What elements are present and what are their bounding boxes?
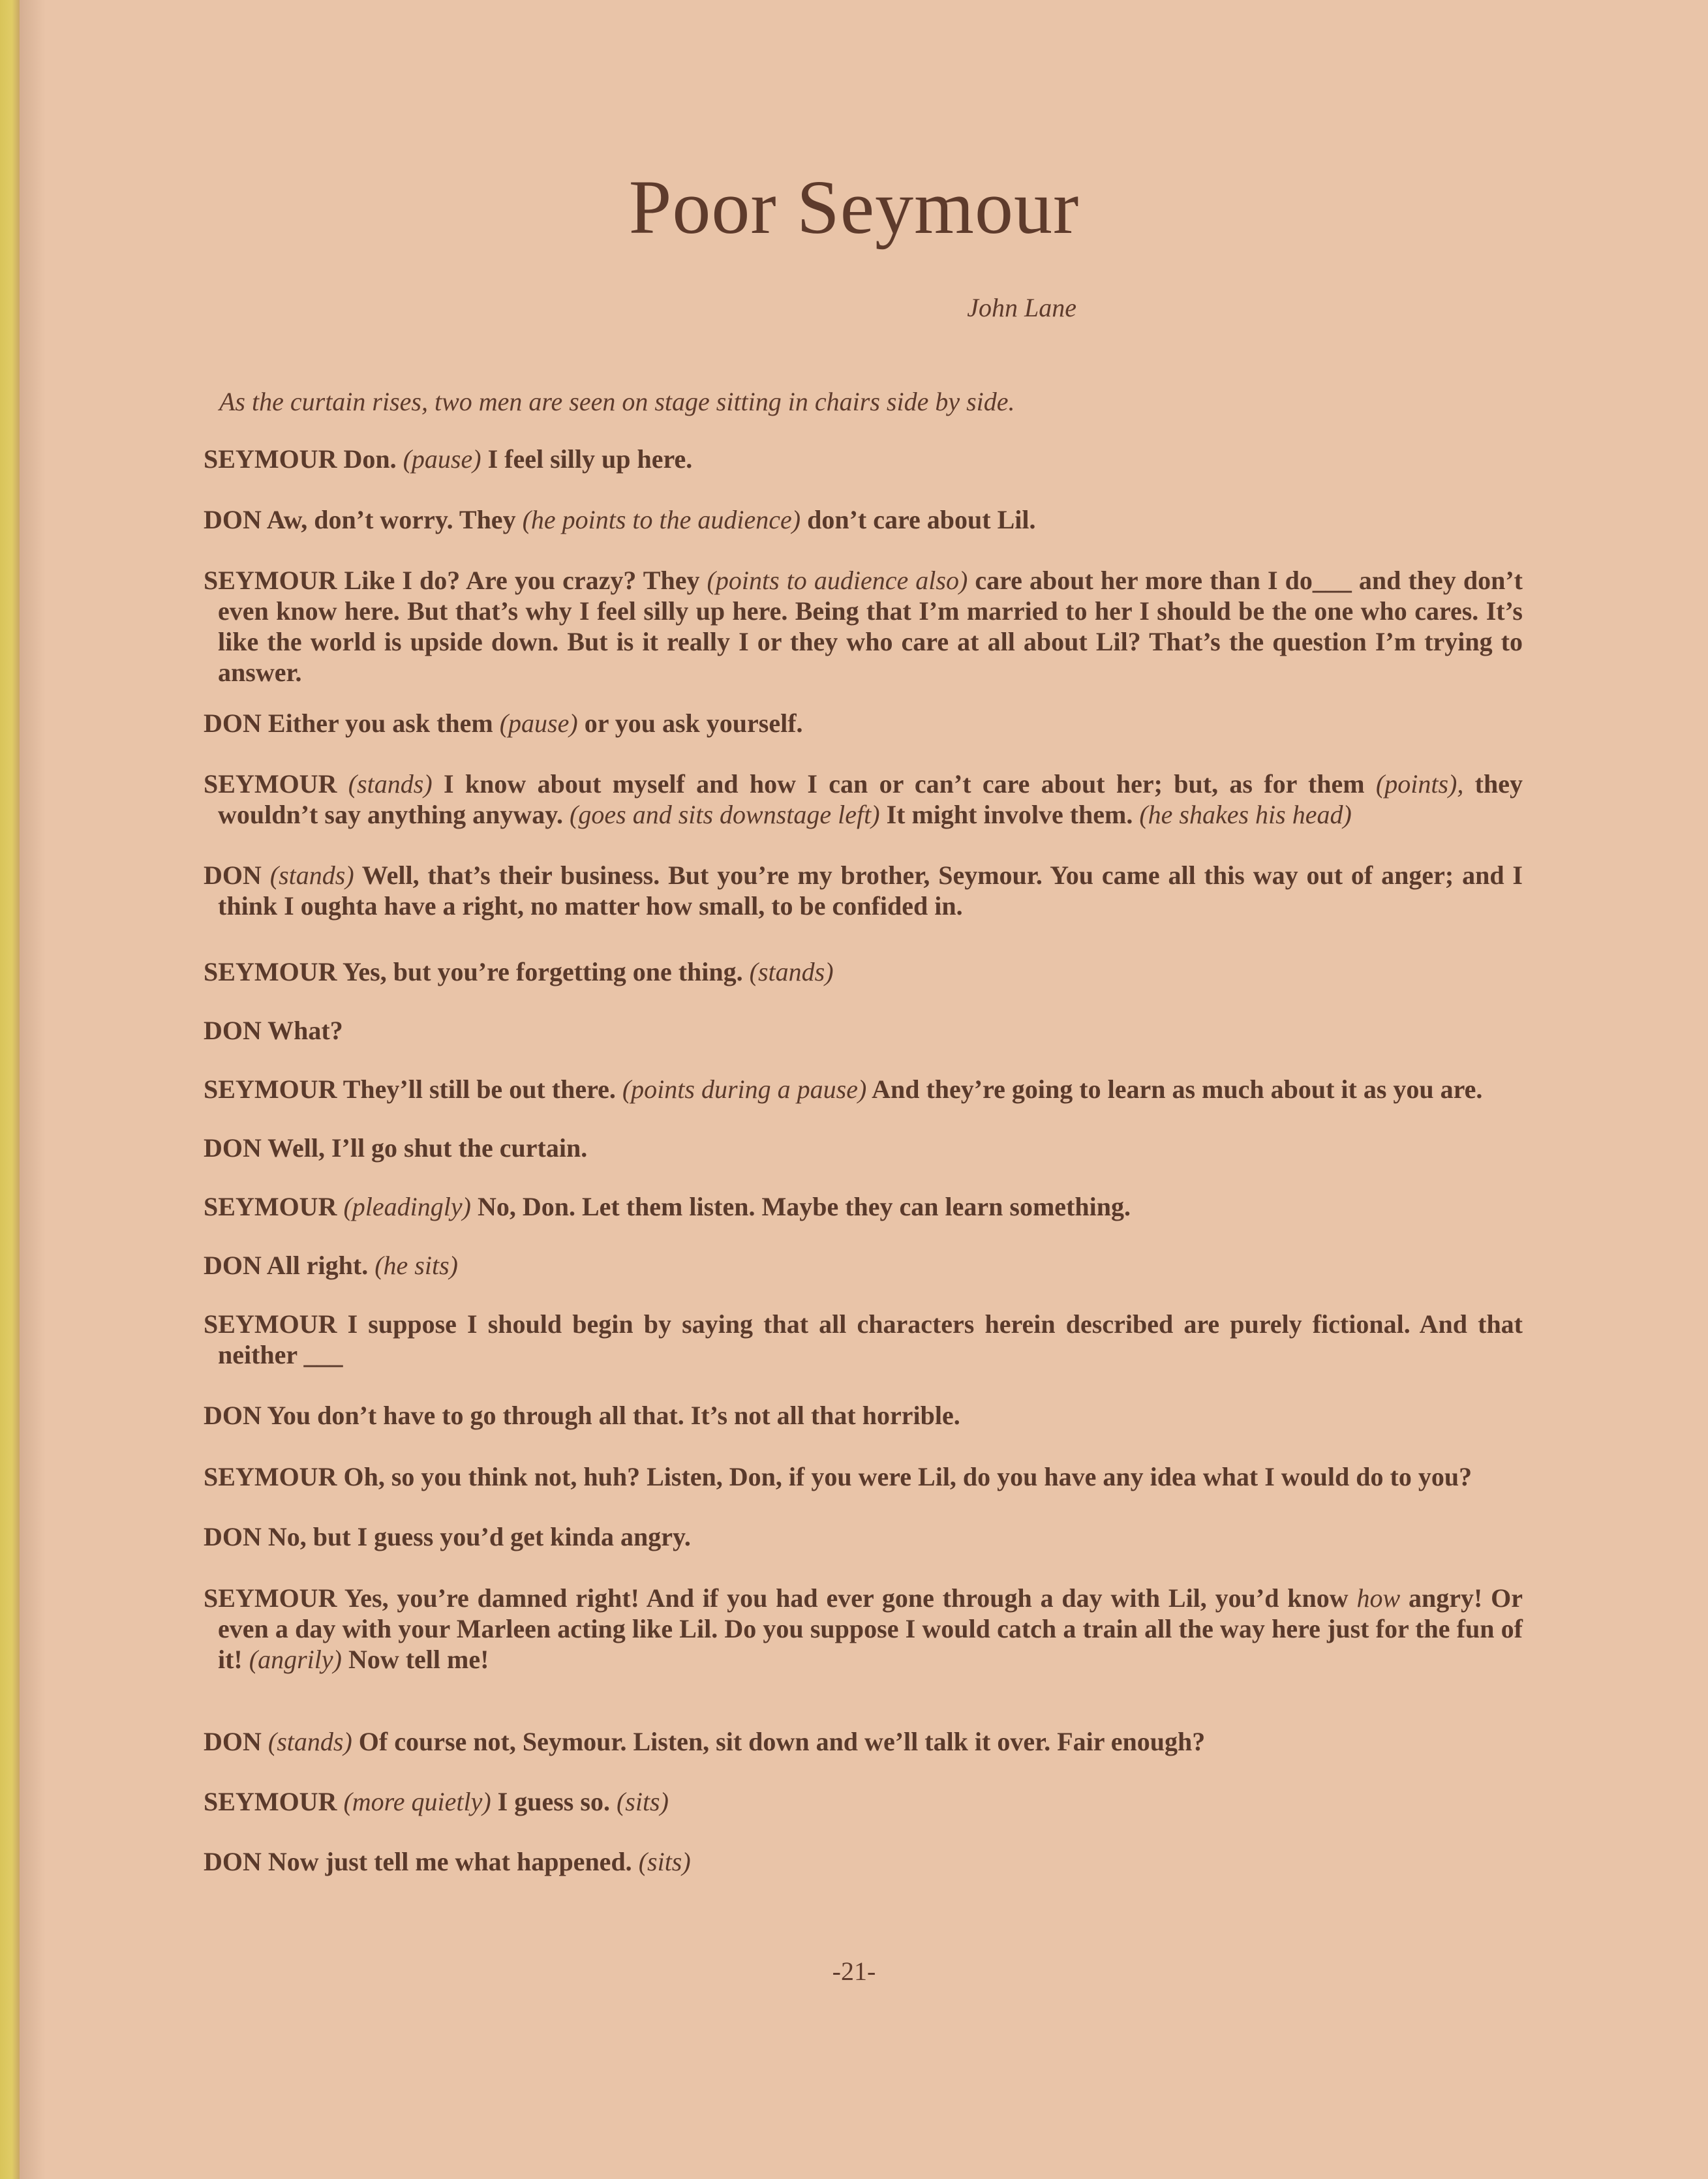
dialogue-text: Yes, but you’re forgetting one thing.: [342, 957, 750, 986]
dialogue-text: No, Don. Let them listen. Maybe they can learn something.: [470, 1192, 1131, 1221]
speaker-name: DON: [204, 709, 262, 738]
dialogue-line: [204, 1846, 1523, 1877]
page-title: Poor Seymour: [628, 164, 1080, 250]
speaker-name: SEYMOUR: [204, 566, 337, 595]
stage-direction: (sits): [638, 1847, 691, 1876]
speaker-name: DON: [204, 1133, 262, 1163]
dialogue-line: [204, 769, 1523, 830]
dialogue-line: [204, 444, 1523, 474]
speaker-name: DON: [204, 1016, 262, 1045]
dialogue-text: Either you ask them: [267, 709, 500, 738]
stage-direction: (stands): [348, 769, 433, 799]
dialogue-line: [204, 1400, 1523, 1431]
dialogue-text: You don’t have to go through all that. It’s not all that horrible.: [267, 1401, 960, 1430]
dialogue-text: they wouldn’t say anything anyway.: [218, 769, 1523, 829]
dialogue-line: [204, 1583, 1523, 1675]
dialogue-text: Yes, you’re damned right! And if you had ever gone through a day with Lil, you’d know: [344, 1583, 1357, 1613]
dialogue-text: No, but I guess you’d get kinda angry.: [267, 1522, 691, 1551]
dialogue-text: don’t care about Lil.: [801, 505, 1036, 534]
speaker-name: SEYMOUR: [204, 1583, 337, 1613]
speaker-name: SEYMOUR: [204, 1787, 337, 1816]
speaker-name: SEYMOUR: [204, 1074, 337, 1104]
stage-direction: (he sits): [374, 1251, 458, 1280]
dialogue-text: angry! Or even a day with your Marleen acting like Lil. Do you suppose I would catch a train all the way here just for the fun of it!: [218, 1583, 1523, 1674]
dialogue-text: Oh, so you think not, huh? Listen, Don, if you were Lil, do you have any idea what I would do to you?: [343, 1462, 1472, 1491]
dialogue-text: or you ask yourself.: [577, 709, 803, 738]
intro-stage-direction: As the curtain rises, two men are seen on stage sitting in chairs side by side.: [219, 387, 1015, 416]
speaker-name: DON: [204, 1401, 262, 1430]
binding-edge: [0, 0, 20, 2179]
speaker-name: DON: [204, 1727, 262, 1756]
speaker-name: SEYMOUR: [204, 1192, 337, 1221]
dialogue-text: They’ll still be out there.: [343, 1074, 622, 1104]
stage-direction: (pleadingly): [343, 1192, 471, 1221]
stage-direction: (pause): [403, 444, 481, 474]
dialogue-text: I guess so.: [491, 1787, 617, 1816]
dialogue-text: Of course not, Seymour. Listen, sit down and we’ll talk it over. Fair enough?: [352, 1727, 1206, 1756]
stage-direction: (stands): [267, 1727, 352, 1756]
dialogue-text: I suppose I should begin by saying that all characters herein described are purely fictional. And that neither ___: [218, 1309, 1523, 1369]
dialogue-line: [204, 1461, 1523, 1492]
dialogue-text: Aw, don’t worry. They: [266, 505, 523, 534]
stage-direction: (points during a pause): [622, 1074, 867, 1104]
dialogue-text: I feel silly up here.: [481, 444, 693, 474]
dialogue-line: [204, 1726, 1523, 1757]
dialogue-line: [204, 504, 1523, 535]
gutter-shadow: [20, 0, 46, 2179]
stage-direction: (pause): [499, 709, 578, 738]
author-name: John Lane: [967, 293, 1076, 322]
stage-direction: (he shakes his head): [1139, 800, 1352, 829]
dialogue-text: It might involve them.: [879, 800, 1140, 829]
dialogue-line: [204, 1133, 1523, 1163]
dialogue-line: [204, 708, 1523, 739]
speaker-name: SEYMOUR: [204, 1462, 337, 1491]
dialogue-line: [204, 1015, 1523, 1046]
dialogue-text: And they’re going to learn as much about it as you are.: [866, 1074, 1483, 1104]
dialogue-line: [204, 1521, 1523, 1552]
speaker-name: DON: [204, 505, 262, 534]
dialogue-text: Well, that’s their business. But you’re my brother, Seymour. You came all this way out of anger; and I think I oughta have a right, no matter how small, to be confided in.: [218, 861, 1523, 921]
stage-direction: (stands): [269, 861, 354, 890]
dialogue-text: Now tell me!: [341, 1645, 489, 1674]
dialogue-line: [204, 1786, 1523, 1817]
dialogue-line: [204, 565, 1523, 688]
dialogue-line: [204, 956, 1523, 987]
dialogue-line: [204, 1074, 1523, 1105]
speaker-name: DON: [204, 1847, 262, 1876]
speaker-name: SEYMOUR: [204, 769, 337, 799]
dialogue-text: care about her more than I do___ and they don’t even know here. But that’s why I feel silly up here. Being that I’m married to her I should be the one who cares. It’s like the world is upside down. But is it really I or they who care at all about Lil? That’s the question I’m trying to answer.: [218, 566, 1523, 687]
stage-direction: (angrily): [249, 1645, 342, 1674]
dialogue-line: [204, 1309, 1523, 1370]
stage-direction: (points to audience also): [707, 566, 968, 595]
dialogue-text: Well, I’ll go shut the curtain.: [267, 1133, 588, 1163]
dialogue-text: Like I do? Are you crazy? They: [344, 566, 707, 595]
stage-direction: (he points to the audience): [522, 505, 801, 534]
dialogue-line: [204, 860, 1523, 921]
dialogue-text: All right.: [266, 1251, 375, 1280]
stage-direction: how: [1356, 1583, 1401, 1613]
speaker-name: SEYMOUR: [204, 444, 337, 474]
dialogue-text: Now just tell me what happened.: [267, 1847, 639, 1876]
speaker-name: DON: [204, 1251, 262, 1280]
stage-direction: (sits): [616, 1787, 669, 1816]
stage-direction: (points),: [1375, 769, 1464, 799]
stage-direction: (more quietly): [343, 1787, 491, 1816]
dialogue-line: [204, 1191, 1523, 1222]
speaker-name: SEYMOUR: [204, 1309, 337, 1339]
dialogue-text: I know about myself and how I can or can’t care about her; but, as for them: [432, 769, 1376, 799]
stage-direction: (stands): [749, 957, 834, 986]
page-number: -21-: [832, 1957, 876, 1986]
speaker-name: DON: [204, 1522, 262, 1551]
dialogue-text: What?: [267, 1016, 343, 1045]
stage-direction: (goes and sits downstage left): [570, 800, 880, 829]
dialogue-line: [204, 1250, 1523, 1281]
speaker-name: DON: [204, 861, 262, 890]
dialogue-text: Don.: [343, 444, 403, 474]
speaker-name: SEYMOUR: [204, 957, 337, 986]
